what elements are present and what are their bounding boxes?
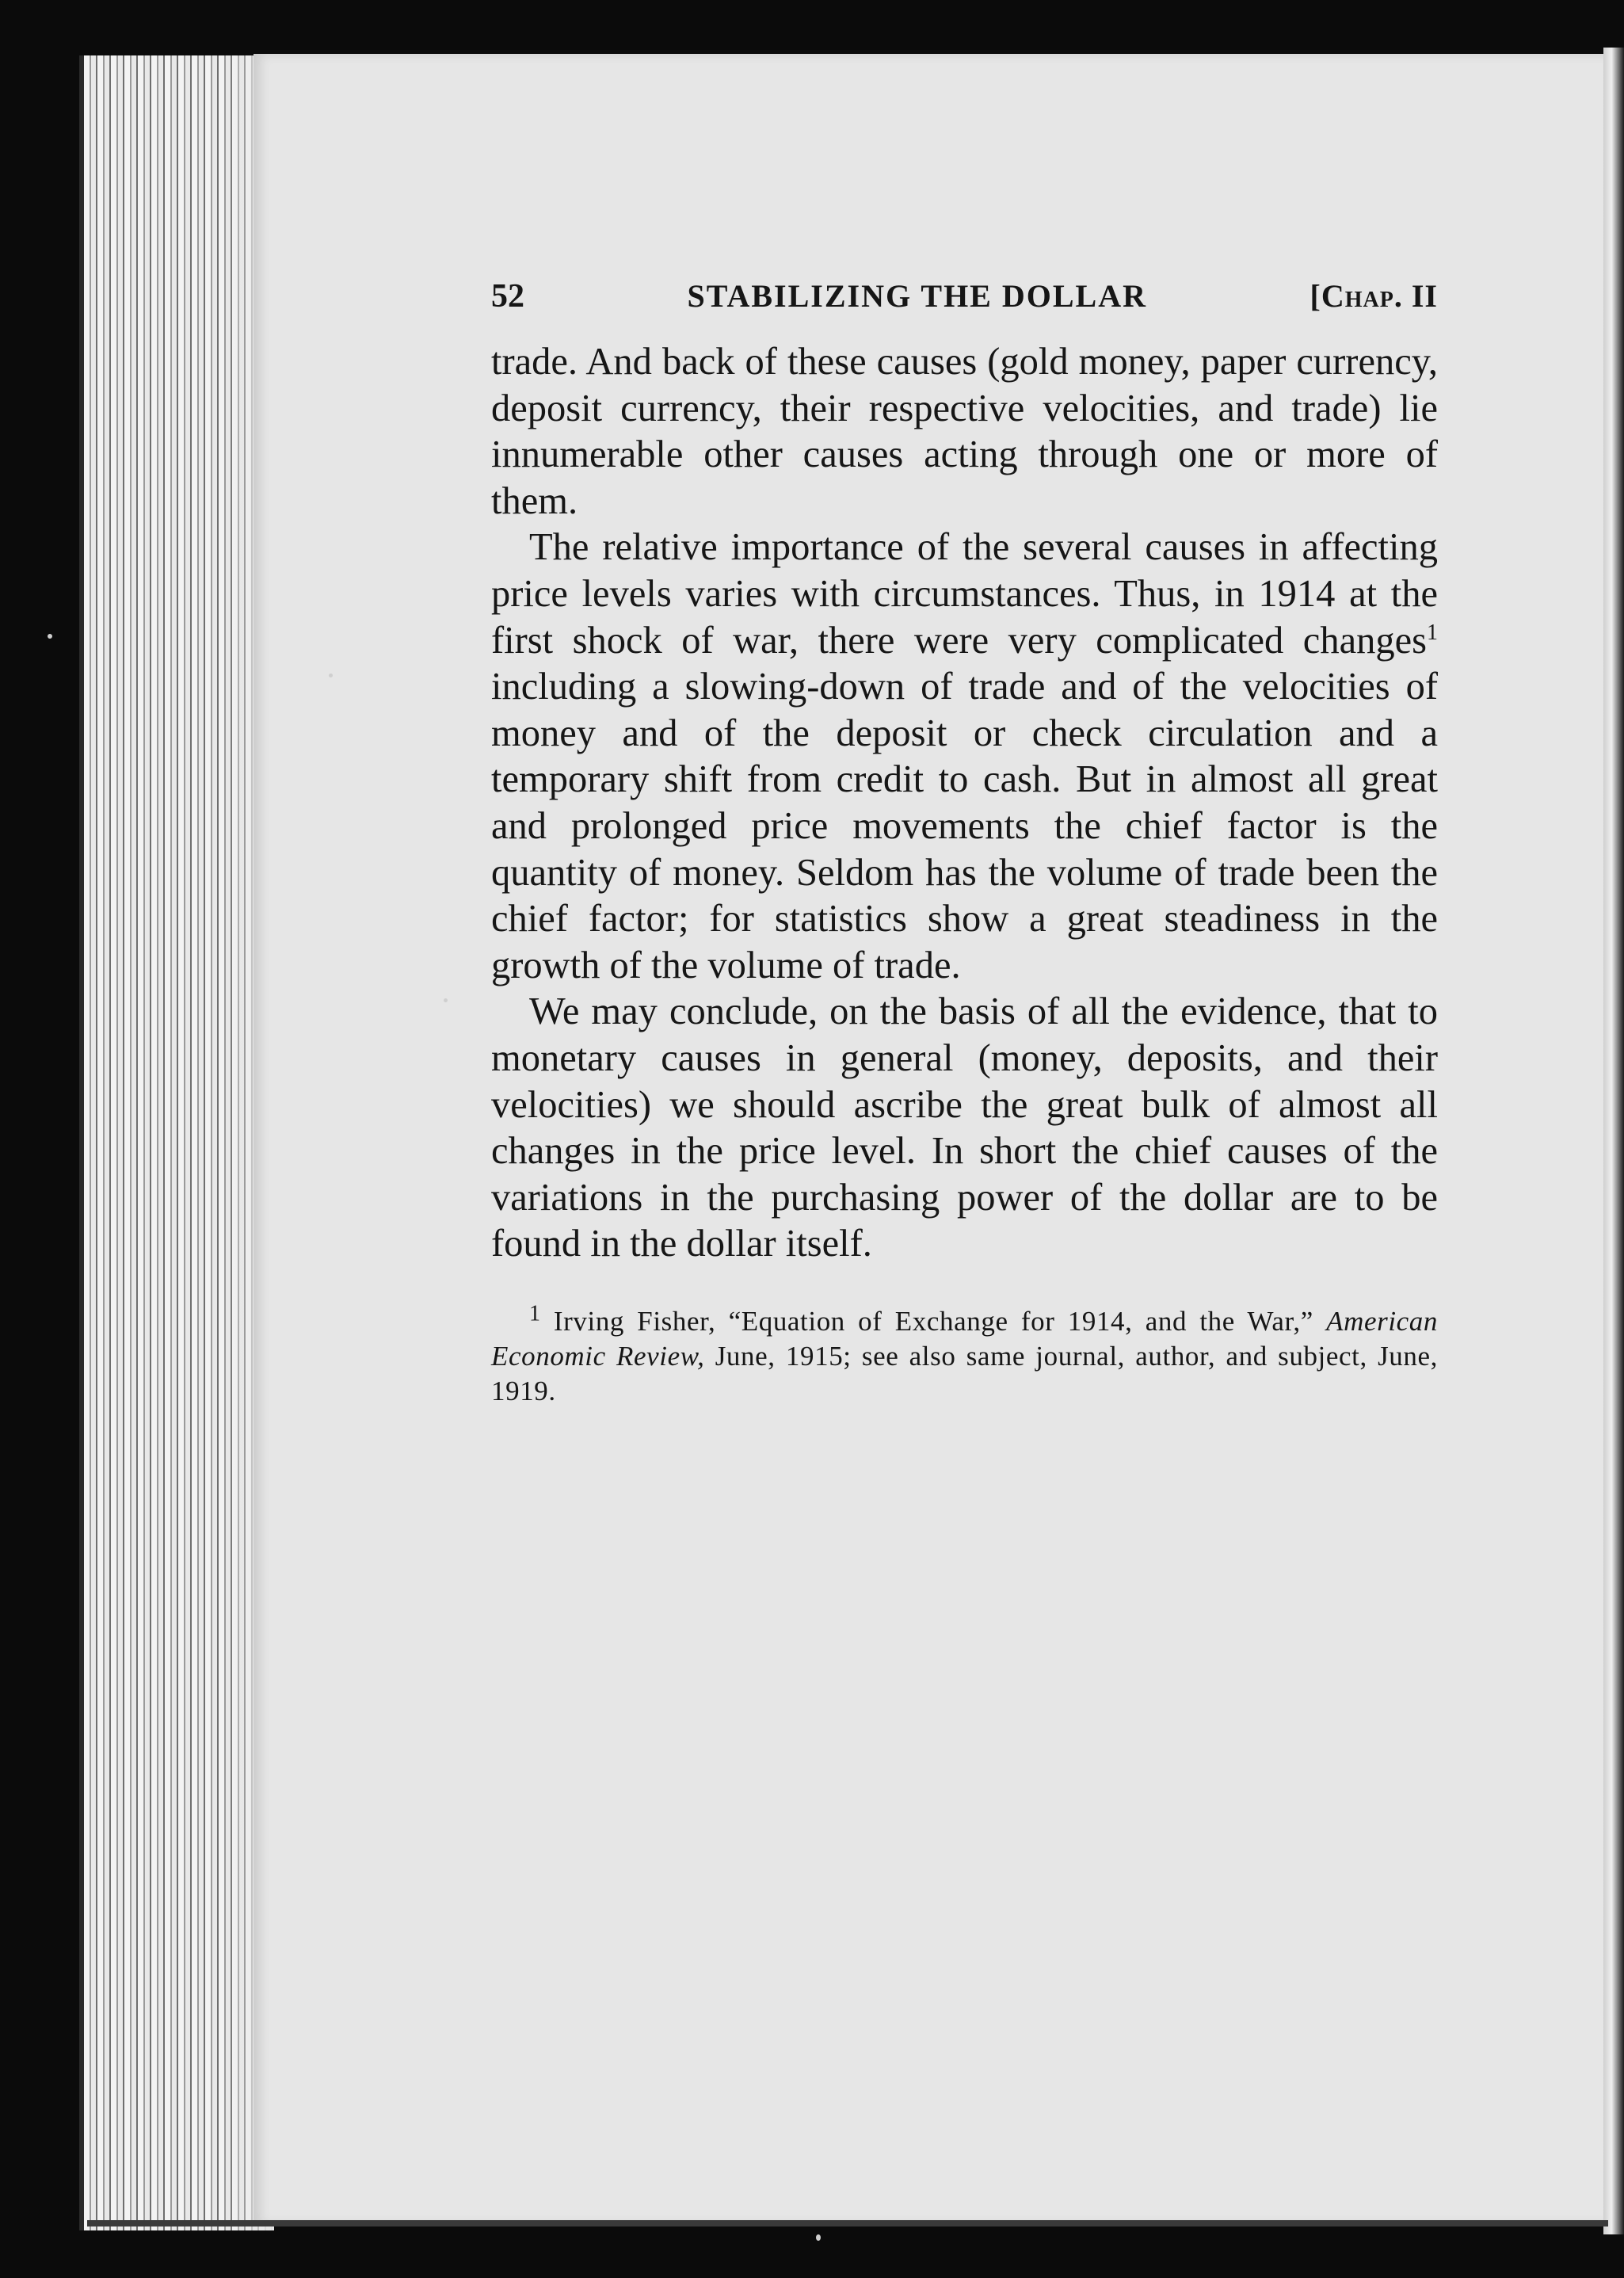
paragraph-2-text-b: including a slowing-down of trade and of the velocities of money and of the deposit or check circulation and a temporary shift from credit to cash. But in almost all great and prolonged price movements the chief factor is the quantity of money. Seldom has the volume of trade been the chief factor; for statistics show a great steadiness in the growth of the volume of trade. — [491, 666, 1438, 986]
footnote — [491, 1301, 1438, 1409]
chapter-label: [Chap. II — [1309, 278, 1438, 314]
paragraph-3: We may conclude, on the basis of all the evidence, that to monetary causes in general (money, deposits, and their velocities) we should ascribe the great bulk of almost all changes in the price level. In short the chief causes of the variations in the purchasing power of the dollar are to be found in the dollar itself. — [491, 990, 1438, 1265]
footnote-journal: American Economic Review, — [491, 1305, 1438, 1372]
scan-speck — [48, 634, 52, 639]
scan-speck — [329, 673, 333, 677]
paragraph-2 — [491, 525, 1438, 989]
bottom-page-edge — [87, 2220, 1608, 2226]
stacked-page-edges — [79, 55, 274, 2230]
footnote-reference: 1 — [1427, 620, 1438, 645]
paragraph-2-text-a: The relative importance of the several causes in affecting price levels varies with circumstances. Thus, in 1914 at the first shock of war, there were very complicated changes — [491, 526, 1438, 662]
running-head — [491, 277, 1438, 322]
footnote-mark: 1 — [529, 1301, 541, 1326]
paragraph-1: trade. And back of these causes (gold money, paper currency, deposit currency, their respective velocities, and trade) lie innumerable other causes acting through one or more of them. — [491, 341, 1438, 522]
page-number: 52 — [491, 278, 524, 315]
page-text-block — [491, 277, 1438, 1409]
right-page-edge — [1603, 48, 1624, 2234]
scan-speck — [444, 998, 448, 1002]
footnote-lead: Irving Fisher, “Equation of Exchange for 1914, and the War,” — [540, 1305, 1327, 1337]
running-title: STABILIZING THE DOLLAR — [687, 278, 1147, 314]
scan-speck — [816, 2234, 821, 2241]
footnote-tail: June, 1915; see also same journal, author, and subject, June, 1919. — [491, 1340, 1438, 1406]
